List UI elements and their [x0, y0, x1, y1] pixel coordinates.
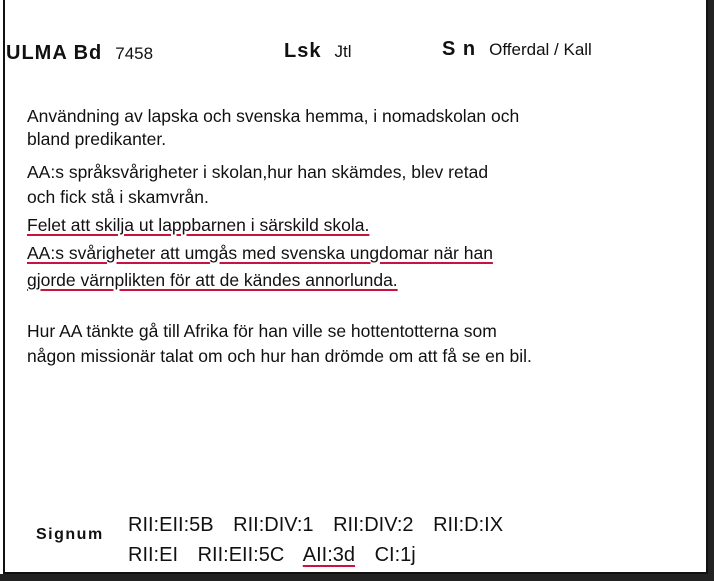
lsk-value: Jtl — [334, 42, 352, 61]
ulma-field — [6, 42, 153, 65]
body-line: och fick stå i skamvrån. — [27, 187, 209, 207]
ulma-value: 7458 — [115, 44, 154, 63]
signum-code: RII:DIV:2 — [333, 514, 414, 536]
signum-label: Signum — [36, 526, 104, 543]
lsk-label: Lsk — [284, 40, 322, 62]
body-line-underlined: gjorde värnplikten för att de kändes annorlunda. — [27, 270, 398, 290]
body-line: bland predikanter. — [27, 129, 167, 149]
signum-row-2 — [128, 544, 430, 567]
sn-value: Offerdal / Kall — [489, 40, 592, 59]
body-line-underlined: Felet att skilja ut lappbarnen i särskild skola. — [27, 215, 370, 235]
scan-edge-right — [708, 0, 714, 581]
signum-code: RII:EI — [128, 544, 179, 566]
body-line: någon missionär talat om och hur han drömde om att få se en bil. — [27, 346, 532, 366]
body-line: Användning av lapska och svenska hemma, i nomadskolan och — [27, 106, 520, 126]
signum-code: RII:D:IX — [433, 514, 504, 536]
sn-field — [442, 38, 592, 61]
body-line-underlined: AA:s svårigheter att umgås med svenska ungdomar när han — [27, 243, 493, 263]
signum-code: RII:DIV:1 — [233, 514, 314, 536]
signum-row-1 — [128, 514, 517, 537]
signum-code: RII:EII:5B — [128, 514, 214, 536]
ulma-label: ULMA Bd — [6, 42, 103, 64]
scan-edge-bottom — [0, 574, 714, 581]
sn-label: S n — [442, 38, 477, 60]
lsk-field — [284, 40, 351, 63]
body-line: AA:s språksvårigheter i skolan,hur han skämdes, blev retad — [27, 162, 489, 182]
signum-code: RII:EII:5C — [197, 544, 285, 566]
signum-code-underlined: AII:3d — [302, 544, 355, 566]
signum-code: CI:1j — [374, 544, 416, 566]
body-line: Hur AA tänkte gå till Afrika för han ville se hottentotterna som — [27, 321, 497, 341]
